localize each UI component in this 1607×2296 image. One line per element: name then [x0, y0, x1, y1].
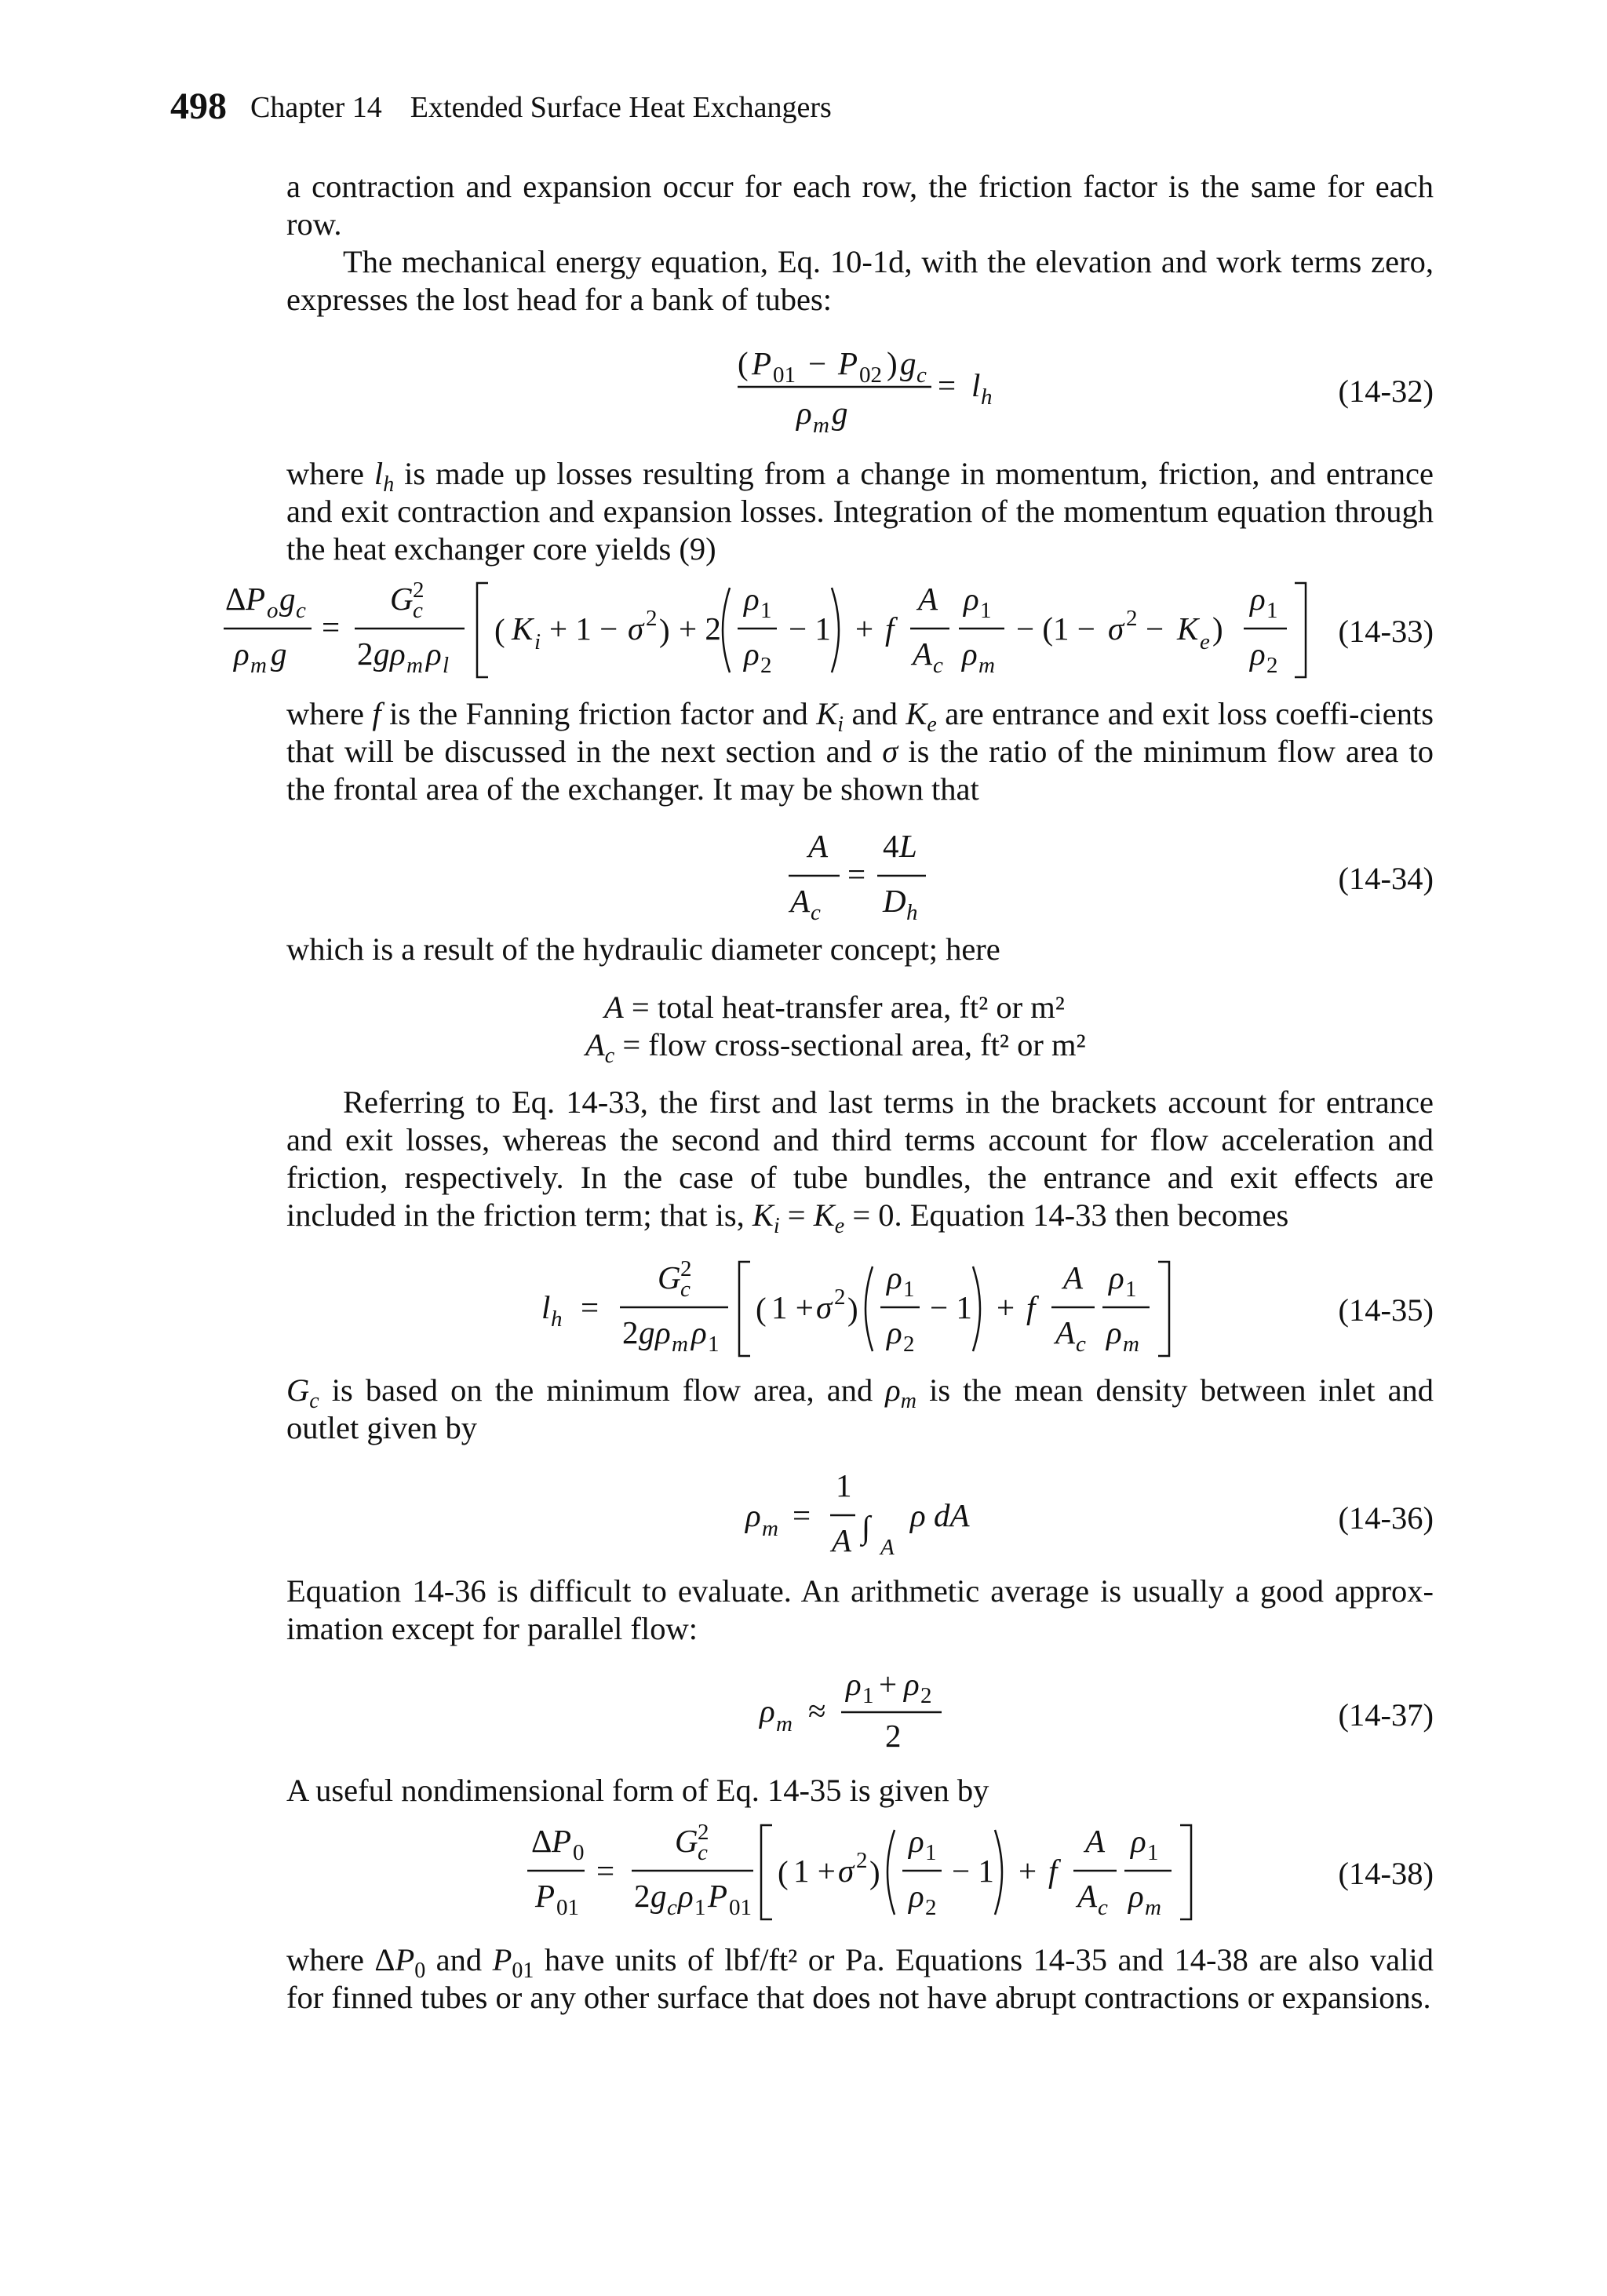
svg-text:m: m	[1123, 1332, 1139, 1357]
svg-text:c: c	[1076, 1332, 1086, 1357]
svg-text:=: =	[596, 1853, 615, 1889]
equation-number-14-37: (14-37)	[1338, 1697, 1434, 1733]
svg-text:1: 1	[903, 1277, 915, 1302]
svg-text:): )	[659, 612, 670, 648]
svg-text:c: c	[1098, 1895, 1108, 1920]
svg-text:ρ: ρ	[1131, 1823, 1146, 1859]
svg-text:c: c	[680, 1277, 691, 1302]
svg-text:l: l	[971, 367, 981, 403]
p10-text-b: and	[435, 1942, 483, 1977]
svg-text:A: A	[808, 828, 829, 864]
paragraph-7: $G_c$ is based on the minimum flow area, and $\rho_m$ is the mean density between inlet and outlet given by	[286, 1372, 1434, 1445]
svg-text:2: 2	[357, 636, 374, 672]
svg-text:A: A	[1055, 1314, 1076, 1350]
svg-text:A: A	[913, 636, 933, 672]
svg-text:1: 1	[862, 1683, 874, 1708]
svg-text:ρ: ρ	[887, 1314, 902, 1350]
paragraph-3: where $l_h$ is made up losses resulting from a change in momentum, friction, and entrance and exit contraction and expansion losses. Integration of the momentum equation through the heat exchanger core yields (9)	[286, 456, 1434, 567]
svg-text:m: m	[250, 653, 267, 678]
paragraph-1: a contraction and expansion occur for each row, the friction factor is the same for each row.	[286, 169, 1434, 242]
svg-text:g: g	[374, 636, 390, 672]
svg-text:i: i	[534, 629, 541, 654]
p4-text-d: are entrance and exit loss coeffi-cients that will be discussed in the next section and	[286, 696, 1434, 769]
svg-text:A: A	[1063, 1259, 1084, 1296]
svg-text:ρ: ρ	[796, 395, 812, 431]
svg-text:c: c	[413, 598, 423, 623]
p7-text-c: is the mean density between inlet and outlet given by	[286, 1372, 1434, 1445]
svg-text:ρ: ρ	[390, 636, 406, 672]
svg-text:A: A	[1077, 1878, 1098, 1914]
svg-text:ρ: ρ	[234, 636, 250, 672]
svg-text:dA: dA	[934, 1497, 970, 1533]
equation-number-14-36: (14-36)	[1338, 1500, 1434, 1536]
svg-text:m: m	[406, 653, 423, 678]
svg-text:+: +	[997, 1289, 1015, 1325]
svg-text:1: 1	[708, 1332, 720, 1357]
svg-text:(: (	[756, 1291, 767, 1327]
svg-text:m: m	[672, 1332, 688, 1357]
svg-text:ρ: ρ	[678, 1878, 694, 1914]
svg-text:=: =	[847, 856, 866, 892]
svg-text:c: c	[811, 900, 821, 925]
svg-text:ρ: ρ	[909, 1878, 924, 1914]
svg-text:m: m	[813, 413, 829, 438]
svg-text:1: 1	[836, 1467, 852, 1503]
svg-text:4: 4	[883, 828, 899, 864]
p10-text-c: have units of lbf/ft² or Pa. Equations 14-35 and 14-38 are also valid for finned tubes or any other surface that does not have abrupt contractions or expansions.	[286, 1942, 1434, 2015]
svg-text:K: K	[512, 610, 534, 647]
svg-text:A: A	[918, 581, 938, 617]
paragraph-6: Referring to Eq. 14-33, the first and last terms in the brackets account for entrance and exit losses, whereas the second and third terms account for flow acceleration and friction, respectively. In the case of tube bundles, the entrance and exit effects are included in the friction term; that is, $K_i = K_e = 0$. Equation 14-33 then becomes	[286, 1084, 1434, 1239]
svg-text:o: o	[267, 598, 279, 623]
svg-text:g: g	[832, 395, 848, 431]
equation-14-33	[0, 577, 1607, 678]
equation-14-36	[0, 1463, 1607, 1558]
svg-text:): )	[1212, 610, 1223, 647]
svg-text:P: P	[535, 1878, 556, 1914]
svg-text:1: 1	[1266, 598, 1278, 623]
svg-text:A: A	[1085, 1823, 1106, 1859]
equation-number-14-33: (14-33)	[1338, 614, 1434, 649]
paragraph-10: where $\Delta P_0$ and $P_{01}$ have units of lbf/ft² or Pa. Equations 14-35 and 14-38 are also valid for finned tubes or any other surface that does not have abrupt contractions or expansions.	[286, 1942, 1434, 2015]
running-header	[170, 85, 832, 128]
p6-text: Referring to Eq. 14-33, the first and last terms in the brackets account for entrance and exit losses, whereas the second and third terms account for flow acceleration and friction, respectively. In the case of tube bundles, the entrance and exit effects are included in the friction term; that is,	[286, 1084, 1434, 1233]
svg-text:(: (	[494, 612, 505, 648]
paragraph-9: A useful nondimensional form of Eq. 14-35 is given by	[286, 1773, 989, 1808]
svg-text:2: 2	[646, 606, 658, 631]
svg-text:ρ: ρ	[744, 581, 760, 617]
equation-number-14-38: (14-38)	[1338, 1856, 1434, 1891]
svg-text:1: 1	[1125, 1277, 1137, 1302]
svg-text:A: A	[832, 1522, 852, 1558]
svg-text:P: P	[838, 345, 858, 381]
svg-text:1 +: 1 +	[793, 1853, 836, 1889]
svg-text:l: l	[541, 1289, 551, 1325]
p3-text-b: is made up losses resulting from a change in momentum, friction, and entrance and exit contraction and expansion losses. Integration of the momentum equation through the heat exchanger core yields (9)	[286, 456, 1434, 567]
svg-text:c: c	[933, 653, 943, 678]
svg-text:2: 2	[1266, 653, 1278, 678]
page-number: 498	[170, 86, 227, 127]
svg-text:g: g	[271, 636, 287, 672]
svg-text:01: 01	[773, 363, 796, 388]
svg-text:−: −	[808, 345, 827, 381]
svg-text:2: 2	[925, 1895, 937, 1920]
svg-text:c: c	[698, 1840, 708, 1865]
svg-text:=: =	[793, 1497, 811, 1533]
svg-text:P: P	[246, 581, 266, 617]
svg-text:Δ: Δ	[531, 1823, 552, 1859]
svg-text:c: c	[916, 363, 927, 388]
svg-text:l: l	[443, 653, 450, 678]
paragraph-2: The mechanical energy equation, Eq. 10-1d, with the elevation and work terms zero, expresses the lost head for a bank of tubes:	[286, 244, 1434, 317]
svg-text:ρ: ρ	[1109, 1259, 1124, 1296]
svg-text:g: g	[650, 1878, 667, 1914]
svg-text:2: 2	[834, 1285, 846, 1310]
p4-text-a: where	[286, 696, 364, 731]
svg-text:ρ: ρ	[1106, 1314, 1122, 1350]
svg-text:2: 2	[760, 653, 772, 678]
svg-text:+: +	[879, 1666, 898, 1702]
p4-text-e: is the ratio of the minimum flow area to the frontal area of the exchanger. It may be shown that	[286, 734, 1434, 807]
svg-text:2: 2	[680, 1256, 692, 1281]
svg-text:(: (	[778, 1854, 789, 1890]
svg-text:+ 1 −: + 1 −	[549, 610, 618, 647]
svg-text:ρ: ρ	[962, 636, 978, 672]
equation-number-14-34: (14-34)	[1338, 861, 1434, 896]
svg-text:P: P	[752, 345, 772, 381]
svg-text:− 1: − 1	[930, 1289, 972, 1325]
svg-text:−: −	[1146, 610, 1164, 647]
svg-text:1: 1	[694, 1895, 706, 1920]
svg-text:ρ: ρ	[964, 581, 979, 617]
svg-text:L: L	[899, 828, 917, 864]
svg-text:∫: ∫	[862, 1509, 871, 1545]
svg-text:1: 1	[760, 598, 772, 623]
svg-text:ρ: ρ	[904, 1666, 920, 1702]
svg-text:0: 0	[573, 1840, 585, 1865]
svg-text:− 1: − 1	[789, 610, 831, 647]
svg-text:ρ: ρ	[691, 1314, 707, 1350]
svg-text:K: K	[1177, 610, 1199, 647]
svg-text:=: =	[581, 1289, 599, 1325]
svg-text:G: G	[675, 1823, 698, 1859]
chapter-label: Chapter 14	[250, 91, 382, 124]
svg-text:− 1: − 1	[952, 1853, 994, 1889]
svg-text:ρ: ρ	[744, 636, 760, 672]
definition-A: A = total heat-transfer area, ft² or m²	[604, 989, 1065, 1025]
svg-text:σ: σ	[838, 1853, 855, 1889]
paragraph-8: Equation 14-36 is difficult to evaluate. An arithmetic average is usually a good approx-imation except for parallel flow:	[286, 1573, 1434, 1646]
svg-text:ρ: ρ	[655, 1314, 671, 1350]
equation-number-14-35: (14-35)	[1338, 1292, 1434, 1328]
definition-Ac: $A_c$ = flow cross-sectional area, ft² or m²	[585, 1027, 1086, 1069]
p7-text-b: is based on the minimum flow area, and	[331, 1372, 873, 1408]
svg-text:2: 2	[903, 1332, 915, 1357]
svg-text:2: 2	[634, 1878, 650, 1914]
svg-text:): )	[887, 345, 898, 381]
p10-text-a: where	[286, 1942, 364, 1977]
equation-14-32	[0, 333, 1607, 438]
svg-text:1: 1	[925, 1840, 937, 1865]
svg-text:e: e	[1200, 629, 1210, 654]
svg-text:ρ: ρ	[1128, 1878, 1144, 1914]
svg-text:g: g	[279, 581, 296, 617]
svg-text:m: m	[776, 1711, 793, 1737]
svg-text:ρ: ρ	[1250, 636, 1266, 672]
svg-text:): )	[847, 1291, 858, 1327]
svg-text:ρ: ρ	[760, 1693, 775, 1729]
svg-text:c: c	[296, 598, 306, 623]
definition-A-text: = total heat-transfer area, ft² or m²	[631, 989, 1065, 1025]
svg-text:2: 2	[885, 1718, 902, 1754]
equation-14-35	[0, 1256, 1607, 1357]
equation-number-14-32: (14-32)	[1338, 374, 1434, 409]
svg-text:ρ: ρ	[887, 1259, 902, 1296]
svg-text:g: g	[639, 1314, 655, 1350]
p6-text-end: = 0. Equation 14-33 then becomes	[852, 1197, 1289, 1233]
svg-text:2: 2	[698, 1820, 709, 1845]
svg-text:1 +: 1 +	[771, 1289, 814, 1325]
svg-text:h: h	[906, 900, 918, 925]
paragraph-5: which is a result of the hydraulic diameter concept; here	[286, 931, 1000, 967]
definition-Ac-text: = flow cross-sectional area, ft² or m²	[622, 1027, 1086, 1062]
svg-text:g: g	[900, 345, 916, 381]
svg-text:02: 02	[859, 363, 882, 388]
svg-text:σ: σ	[1108, 610, 1124, 647]
svg-text:f: f	[885, 610, 895, 647]
svg-text:D: D	[883, 883, 906, 919]
p3-text-a: where	[286, 456, 364, 491]
svg-text:=: =	[322, 609, 341, 645]
svg-text:ρ: ρ	[909, 1823, 924, 1859]
svg-text:σ: σ	[816, 1289, 833, 1325]
svg-text:P: P	[708, 1878, 728, 1914]
svg-text:+ 2: + 2	[679, 610, 721, 647]
svg-text:2: 2	[1126, 606, 1138, 631]
svg-text:m: m	[1145, 1895, 1161, 1920]
p4-text-c: and	[851, 696, 898, 731]
svg-text:m: m	[762, 1516, 778, 1541]
svg-text:=: =	[938, 367, 957, 403]
svg-text:A: A	[880, 1535, 895, 1560]
svg-text:2: 2	[413, 578, 425, 603]
chapter-title: Extended Surface Heat Exchangers	[410, 91, 832, 124]
svg-text:01: 01	[729, 1895, 752, 1920]
svg-text:1: 1	[1147, 1840, 1159, 1865]
svg-text:01: 01	[556, 1895, 579, 1920]
svg-text:ρ: ρ	[1250, 581, 1266, 617]
svg-text:f: f	[1048, 1853, 1058, 1889]
p4-text-b: is the Fanning friction factor and	[389, 696, 808, 731]
svg-text:Δ: Δ	[225, 581, 246, 617]
svg-text:c: c	[667, 1895, 677, 1920]
svg-text:+: +	[855, 610, 874, 647]
svg-text:2: 2	[856, 1848, 868, 1873]
svg-text:ρ: ρ	[745, 1497, 761, 1533]
svg-text:P: P	[552, 1823, 572, 1859]
equation-14-37	[0, 1662, 1607, 1756]
svg-text:2: 2	[920, 1683, 932, 1708]
svg-text:): )	[869, 1854, 880, 1890]
svg-text:σ: σ	[628, 610, 644, 647]
svg-text:− (1 −: − (1 −	[1016, 610, 1095, 647]
svg-text:1: 1	[980, 598, 992, 623]
svg-text:ρ: ρ	[846, 1666, 862, 1702]
svg-text:G: G	[390, 581, 414, 617]
svg-text:ρ: ρ	[910, 1497, 926, 1533]
paragraph-4: where f is the Fanning friction factor and $K_i$ and $K_e$ are entrance and exit loss coeffi-cients that will be discussed in the next section and σ is the ratio of the minimum flow area to the frontal area of the exchanger. It may be shown that	[286, 696, 1434, 807]
svg-text:G: G	[658, 1259, 681, 1296]
svg-text:2: 2	[622, 1314, 639, 1350]
svg-text:A: A	[790, 883, 811, 919]
equation-14-34	[0, 824, 1607, 925]
svg-text:f: f	[1026, 1289, 1036, 1325]
svg-text:h: h	[551, 1307, 563, 1332]
svg-text:(: (	[738, 345, 749, 381]
svg-text:ρ: ρ	[426, 636, 442, 672]
svg-text:+: +	[1018, 1853, 1037, 1889]
svg-text:m: m	[978, 653, 995, 678]
svg-text:≈: ≈	[808, 1693, 826, 1729]
svg-text:h: h	[981, 384, 993, 410]
equation-14-38	[0, 1819, 1607, 1920]
